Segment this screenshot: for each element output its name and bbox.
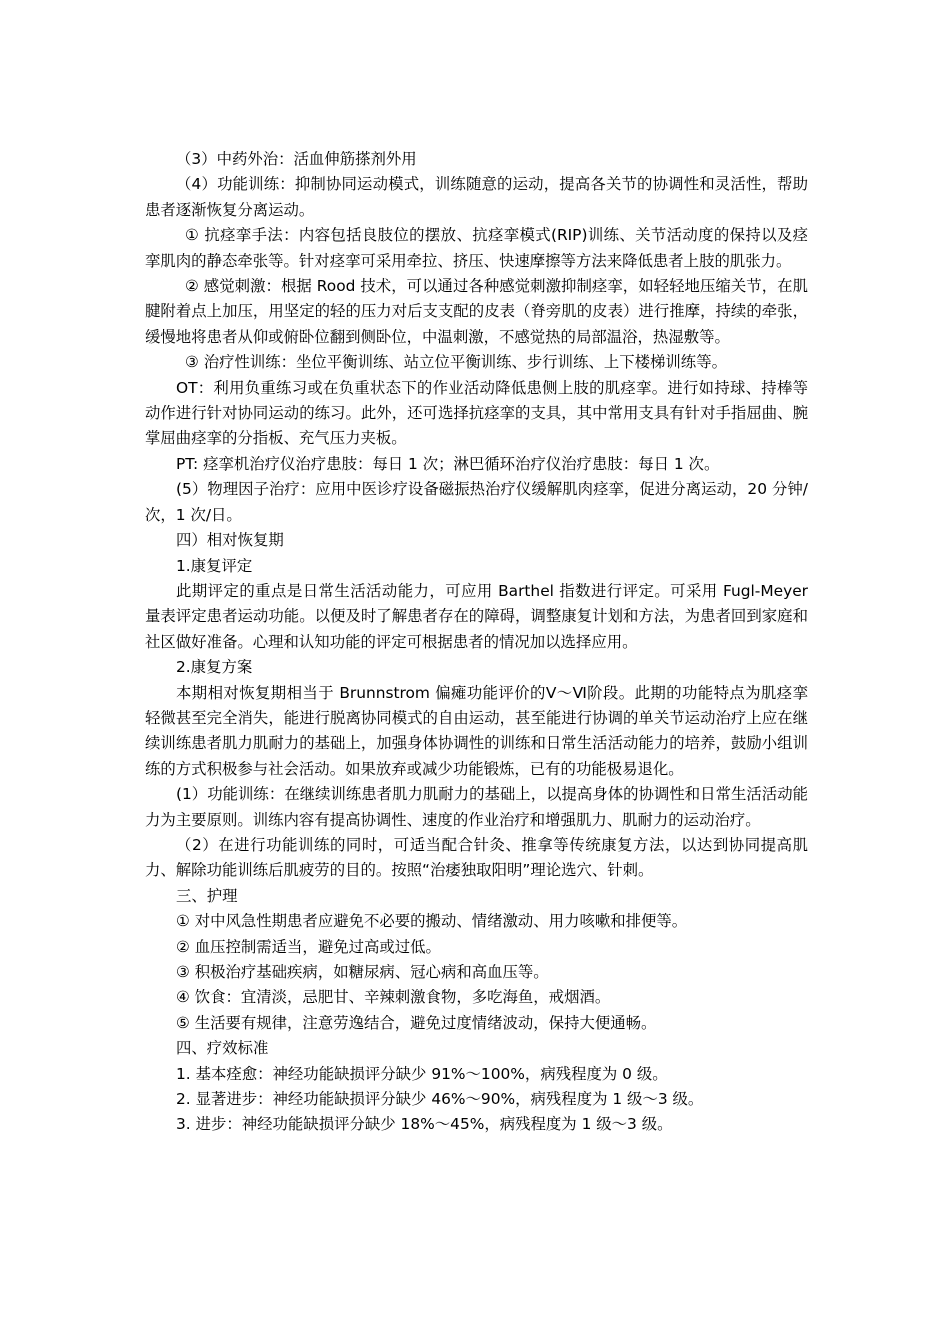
heading-efficacy-criteria: 四、疗效标准 (176, 1039, 269, 1058)
paragraph-therapeutic-training: ③ 治疗性训练：坐位平衡训练、站立位平衡训练、步行训练、上下楼梯训练等。 (185, 353, 727, 372)
heading-rehab-plan: 2.康复方案 (176, 658, 253, 677)
paragraph-traditional-rehab: （2）在进行功能训练的同时，可适当配合针灸、推拿等传统康复方法，以达到协同提高肌力、解除功能训练后肌疲劳的目的。按照“治痿独取阳明”理论选穴、针刺。 (145, 835, 808, 880)
list-item-nursing-5: ⑤ 生活要有规律，注意劳逸结合，避免过度情绪波动，保持大便通畅。 (176, 1013, 657, 1032)
paragraph-chinese-herbal-external: （3）中药外治：活血伸筋搽剂外用 (176, 150, 417, 168)
list-item-efficacy-1: 1. 基本痊愈：神经功能缺损评分缺少 91%～100%，病残程度为 0 级。 (176, 1064, 668, 1083)
paragraph-sensory-stimulation: ② 感觉刺激：根据 Rood 技术，可以通过各种感觉刺激抑制痉挛，如轻轻地压缩关节，在肌腱附着点上加压，用坚定的轻的压力对后支支配的皮表（脊旁肌的皮表）进行推摩，持续的牵张，缓慢地将患者从仰或俯卧位翻到侧卧位，中温刺激，不感觉热的局部温浴，热湿敷等。 (145, 277, 808, 346)
heading-relative-recovery: 四）相对恢复期 (176, 531, 284, 550)
heading-nursing: 三、护理 (176, 886, 238, 905)
paragraph-pt: PT: 痉挛机治疗仪治疗患肢：每日 1 次；淋巴循环治疗仪治疗患肢：每日 1 次。 (176, 454, 720, 473)
document-body (145, 147, 808, 1138)
list-item-nursing-1: ① 对中风急性期患者应避免不必要的搬动、情绪激动、用力咳嗽和排便等。 (176, 912, 688, 931)
list-item-nursing-3: ③ 积极治疗基础疾病，如糖尿病、冠心病和高血压等。 (176, 963, 549, 981)
paragraph-assessment-focus: 此期评定的重点是日常生活活动能力，可应用 Barthel 指数进行评定。可采用 Fugl-Meyer 量表评定患者运动功能。以便及时了解患者存在的障碍，调整康复计划和方法，为患者回到家庭和社区做好准备。心理和认知功能的评定可根据患者的情况加以选择应用。 (145, 581, 808, 651)
list-item-efficacy-2: 2. 显著进步：神经功能缺损评分缺少 46%～90%，病残程度为 1 级～3 级。 (176, 1090, 704, 1109)
list-item-nursing-4: ④ 饮食：宜清淡，忌肥甘、辛辣刺激食物，多吃海鱼，戒烟酒。 (176, 988, 611, 1007)
heading-rehab-assessment: 1.康复评定 (176, 556, 253, 575)
paragraph-brunnstrom-stage: 本期相对恢复期相当于 Brunnstrom 偏瘫功能评价的Ⅴ～Ⅵ阶段。此期的功能特点为肌痉挛轻微甚至完全消失，能进行脱离协同模式的自由运动，甚至能进行协调的单关节运动治疗上应在继续训练患者肌力肌耐力的基础上，加强身体协调性的训练和日常生活活动能力的培养，鼓励小组训练的方式积极参与社会活动。如果放弃或减少功能锻炼，已有的功能极易退化。 (145, 683, 808, 778)
paragraph-functional-training-2: (1）功能训练：在继续训练患者肌力肌耐力的基础上，以提高身体的协调性和日常生活活动能力为主要原则。训练内容有提高协调性、速度的作业治疗和增强肌力、肌耐力的运动治疗。 (145, 785, 808, 829)
list-item-nursing-2: ② 血压控制需适当，避免过高或过低。 (176, 937, 441, 956)
paragraph-ot: OT：利用负重练习或在负重状态下的作业活动降低患侧上肢的肌痉挛。进行如持球、持棒等动作进行针对协同运动的练习。此外，还可选择抗痉挛的支具，其中常用支具有针对手指屈曲、腕掌屈曲痉挛的分指板、充气压力夹板。 (145, 378, 808, 448)
paragraph-physical-factor-therapy: (5）物理因子治疗：应用中医诊疗设备磁振热治疗仪缓解肌肉痉挛，促进分离运动，20 分钟/次，1 次/日。 (145, 480, 808, 524)
paragraph-functional-training: （4）功能训练：抑制协同运动模式，训练随意的运动，提高各关节的协调性和灵活性，帮助患者逐渐恢复分离运动。 (145, 175, 808, 219)
list-item-efficacy-3: 3. 进步：神经功能缺损评分缺少 18%～45%，病残程度为 1 级～3 级。 (176, 1115, 673, 1134)
paragraph-anti-spasm-technique: ① 抗痉挛手法：内容包括良肢位的摆放、抗痉挛模式(RIP)训练、关节活动度的保持以及痉挛肌肉的静态牵张等。针对痉挛可采用牵拉、挤压、快速摩擦等方法来降低患者上肢的肌张力。 (145, 226, 808, 270)
